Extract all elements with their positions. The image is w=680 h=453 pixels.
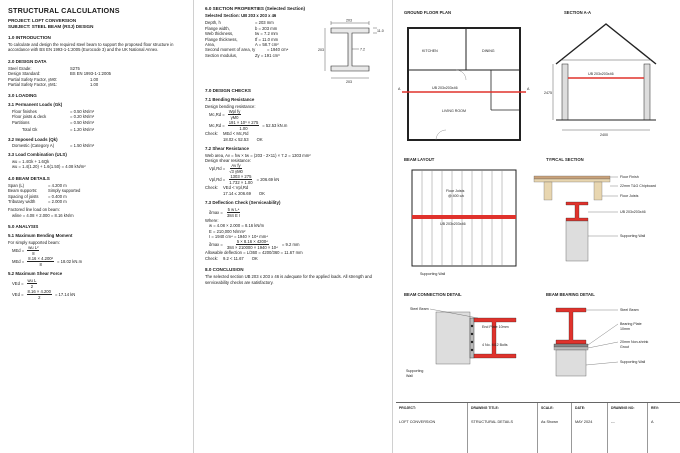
shear-res-eq-2: Vpl,Rd = $\frac{1303 \times 275}{1.732 \times 1.00}$ = 206.69 kN [209,174,280,186]
combo-eq-2: wu = 1.4(1.20) + 1.6(1.50) = 4.08 kN/m² [12,164,86,170]
design-data-list [8,66,185,88]
section-aa-drawing [544,24,656,137]
deflection-heading: 7.3 Deflection Check (Serviceability) [205,200,281,206]
moment-heading: 5.1 Maximum Bending Moment [8,233,73,239]
deflection-var: I = 1940 cm⁴ = 1940 × 10⁴ mm⁴ [209,233,269,239]
beam-row: Span (L) = 4.200 m [8,182,67,188]
moment-eq-2: MEd = $\frac{\text{8.16 × 4.200²}}{8}$ = 18.02 kN.m [12,256,83,268]
prop-row: Second moment of area, Iy = 1940 cm⁴ [205,47,289,53]
load-row: Partitions = 0.50 kN/m² [12,119,95,125]
selected-section: Selected Section: UB 203 x 203 x 46 [205,13,277,18]
deflection-allowable: Allowable deflection = L/360 = 4200/360 = 11.67 mm [205,250,303,256]
imposed-row: Domestic (Category A) = 1.50 kN/m² [12,143,95,149]
shear-res-heading: 7.2 Shear Resistance [205,146,249,152]
bearing-label-grout-1: 20mm Non-shrink [620,340,649,344]
conn-label-wall-1: Supporting [406,369,424,373]
bending-check-row: Check: MEd < Mc,Rd [205,131,249,137]
shear-area: Web area, Av = hw × tw = (203 - 2×11) × 7.2 = 1303 mm² [205,152,311,158]
design-data-heading: 2.0 DESIGN DATA [8,58,47,64]
plan-beam-tag: UB 203x203x46 [432,86,458,90]
deflection-eq-2: δmax = $\frac{\text{5 × 8.16 × 4200⁴}}{\text{384 × 210000 × 1940 × 10⁴}}$ = 9.2 mm [209,239,300,251]
moment-eq-1: MEd = $\frac{\text{wu L²}}{8}$ [12,245,39,257]
shear-eq-2: VEd = $\frac{8.16 \times 4.200}{2}$ = 17.14 kN [12,288,76,300]
prop-row: Web thickness, tw = 7.2 mm [205,31,278,37]
section-dim-width: 2400 [600,133,608,137]
shear-check-row: Check: VEd < Vpl,Rd [205,185,249,191]
beam-row: Beam supports: Simply supported [8,188,81,194]
typical-section-title: TYPICAL SECTION [546,157,584,162]
page-title: STRUCTURAL CALCULATIONS [8,6,120,15]
beam-layout-title: BEAM LAYOUT [404,157,435,162]
dim-top: 203 [346,18,352,23]
dim-tw: 7.2 [360,47,365,52]
tb-date: DATE: MAY 2024 [572,403,608,453]
analysis-heading: 5.0 ANALYSIS [8,224,39,230]
beam-details-heading: 4.0 BEAM DETAILS [8,175,50,181]
shear-eq-1: VEd = $\frac{\text{wu L}}{2}$ [12,277,37,289]
conclusion-text: The selected section UB 203 x 203 x 46 is adequate for the applied loads. All strength and serviceability checks are satisfactory. [205,274,372,285]
tb-project: PROJECT: LOFT CONVERSION [396,403,468,453]
typical-section-ibeam [566,202,588,221]
drawing-sheet [396,0,680,453]
bending-eq-2: Mc,Rd = $\frac{\text{191 × 10³ × 275}}{1.00}$ = 52.53 kN.m [209,120,288,132]
loading-heading: 3.0 LOADING [8,93,37,99]
section-aa-title: SECTION A-A [564,10,592,15]
section-props-heading: 6.0 SECTION PROPERTIES (Selected Section) [205,6,306,11]
factored-label: Factored line load on beam: [8,207,60,213]
design-data-row: Steel Grade: S275 [8,65,80,71]
intro-text: To calculate and design the required steel beam to support the proposed floor structure in accordance with BS EN 1993-1-1:2005 (Eurocode 3) and the UK National Annex. [8,42,174,53]
prop-row: Depth, h = 203 mm [205,20,274,26]
shear-heading: 5.2 Maximum Shear Force [8,271,63,277]
tb-drawing-title: DRAWING TITLE: STRUCTURAL DETAILS [468,403,538,453]
calc-page-2 [197,0,393,453]
section-beam-tag: UB 203x203x46 [588,72,614,76]
tb-rev: REV: A [651,406,659,424]
layout-beam-tag: UB 203x203x46 [440,222,466,226]
bending-intro: Design bending resistance: [205,103,256,109]
bending-eq-1: Mc,Rd = $\frac{\text{Wpl fy}}{\gamma M0}$ [209,109,241,121]
ground-floor-title: GROUND FLOOR PLAN [404,10,451,15]
living-label: LIVING ROOM [442,109,466,113]
project-line: PROJECT: LOFT CONVERSION [8,18,77,23]
permanent-heading: 3.1 Permanent Loads (Gk) [8,102,63,108]
moment-intro: For simply supported beam: [8,239,60,245]
intro-heading: 1.0 INTRODUCTION [8,35,51,40]
typical-section-drawing [534,175,656,261]
ts-label-beam: UB 203x203x46 [620,210,646,214]
subject-line: SUBJECT: STEEL BEAM (RSJ) DESIGN [8,24,94,29]
connection-detail-drawing [406,307,516,378]
design-data-row: Design Standard: BS EN 1993-1-1:2005 [8,71,111,77]
design-data-row: Partial Safety Factor, γM0: 1.00 [8,76,99,82]
section-props-block [205,18,384,85]
tb-drawing-no: DRAWING NO: --- [608,403,648,453]
dining-label: DINING [482,49,495,53]
bearing-label-plate-2: 10mm [620,327,630,331]
design-data-row: Partial Safety Factor, γM1: 1.00 [8,82,99,88]
checks-heading: 7.0 DESIGN CHECKS [205,88,251,94]
tb-scale: SCALE: As Shown [538,403,572,453]
shear-res-eq-1: Vpl,Rd = $\frac{\text{Av fy}}{√3 \gamma M0}$ [209,163,243,175]
deflection-where: Where: [205,217,219,223]
bearing-detail-drawing [554,308,649,376]
combo-eq-1: wu = 1.4Gk + 1.6Qk [12,158,50,164]
i-section-diagram [317,18,385,84]
kitchen-label: KITCHEN [422,49,438,53]
combo-heading: 3.3 Load Combination (ULS) [8,152,67,158]
ts-label-chipboard: 22mm T&G Chipboard [620,184,656,188]
cut-a-left: A [398,87,401,91]
factored-eq: wline = 4.08 × 2.000 = 8.16 kN/m [12,212,74,218]
shear-intro: Design shear resistance: [205,158,252,164]
deflection-eq-1: δmax = $\frac{\text{5 w L⁴}}{\text{384 E I}}$ [209,206,241,218]
bending-heading: 7.1 Bending Resistance [205,97,255,103]
bearing-title: BEAM BEARING DETAIL [546,292,595,297]
bearing-label-grout-2: Grout [620,345,629,349]
section-props-list [205,20,317,58]
load-total-row: Total Gk = 1.20 kN/m² [22,127,95,133]
dim-side: 203 [318,48,324,53]
prop-row: Area, A = 58.7 cm² [205,42,279,48]
deflection-var: w = 4.08 × 2.000 = 8.16 kN/m [209,223,265,229]
title-block [396,402,680,453]
conn-label-steel: Steel Beam [410,307,429,311]
deflection-var: E = 210,000 N/mm² [209,228,246,234]
bearing-label-wall: Supporting Wall [620,360,646,364]
section-dim-height: 2475 [544,91,552,95]
bearing-label-plate-1: Bearing Plate [620,322,642,326]
load-row: Floor finishes = 0.50 kN/m² [12,108,95,114]
cut-a-right: A [527,87,530,91]
prop-row: Flange thickness, tf = 11.0 mm [205,36,279,42]
beam-layout-drawing [412,170,516,276]
floor-joists-note-2: @ 400 c/c [448,194,465,198]
calc-page-1 [0,0,194,453]
ts-label-floor-finish: Floor Finish [620,175,639,179]
conn-label-bolts: 4 No. M12 Bolts [482,343,508,347]
prop-row: Section modulus, Zy = 191 cm³ [205,52,280,58]
floor-joists-note-1: Floor Joists [446,189,465,193]
drawings-canvas [396,0,680,402]
ts-label-joists: Floor Joists [620,194,639,198]
beam-row: Tributary width = 2.000 m [8,199,67,204]
connection-title: BEAM CONNECTION DETAIL [404,292,462,297]
deflection-check-row: Check: 9.2 < 11.67 OK [205,255,258,261]
conclusion-heading: 8.0 CONCLUSION [205,267,244,273]
imposed-heading: 3.2 Imposed Loads (Qk) [8,136,58,142]
bending-check-values: 18.02 ≤ 52.53 OK [223,136,263,142]
load-row: Floor joists & deck = 0.20 kN/m² [12,114,95,120]
conn-label-plate: End Plate 10mm [482,325,509,329]
layout-wall-label: Supporting Wall [420,272,446,276]
shear-check-values: 17.14 ≤ 206.69 OK [223,190,265,196]
layout-beam-bar [412,215,516,219]
ts-label-wall: Supporting Wall [620,234,646,238]
ground-floor-plan [398,28,530,140]
dim-bottom: 203 [346,80,352,85]
dim-tf: 11.0 [377,29,384,34]
beam-row: Spacing of joists = 0.400 m [8,193,67,199]
conn-label-wall-2: Wall [406,374,413,378]
bearing-label-steel: Steel Beam [620,308,639,312]
prop-row: Flange width, b = 203 mm [205,25,278,31]
